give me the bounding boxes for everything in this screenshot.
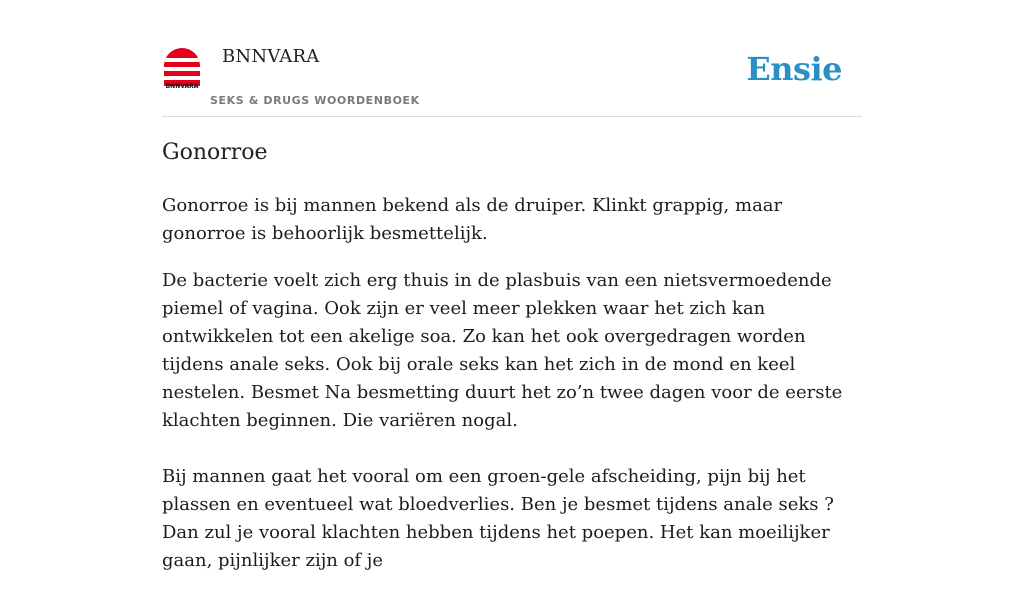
definition-paragraph: Bij mannen gaat het vooral om een groen-gele afscheiding, pijn bij het plassen en eventueel wat bloedverlies. Ben je besmet tijdens anale seks ? Dan zul je vooral klachten hebben tijdens het poepen. Het kan moeilijker gaan, pijnlijker zijn of je bbox=[162, 466, 834, 571]
dictionary-name[interactable]: SEKS & DRUGS WOORDENBOEK bbox=[210, 94, 420, 107]
logo-wordmark: BNNVARA bbox=[165, 83, 199, 90]
bnnvara-logo-icon[interactable] bbox=[162, 46, 202, 90]
page bbox=[162, 0, 862, 571]
page-title: Gonorroe bbox=[162, 140, 268, 165]
definition-paragraph: Gonorroe is bij mannen bekend als de druiper. Klinkt grappig, maar gonorroe is behoorlijk besmettelijk. bbox=[162, 195, 783, 244]
brand-name[interactable]: BNNVARA bbox=[222, 46, 320, 67]
definition-paragraph: De bacterie voelt zich erg thuis in de plasbuis van een nietsvermoedende piemel of vagina. Ook zijn er veel meer plekken waar het zich kan ontwikkelen tot een akelige soa. Zo kan het ook overgedragen worden tijdens anale seks. Ook bij orale seks kan het zich in de mond en keel nestelen. Besmet Na besmetting duurt het zo’n twee dagen voor de eerste klachten beginnen. Die variëren nogal. bbox=[162, 270, 843, 431]
header bbox=[162, 0, 862, 117]
site-logo[interactable]: Ensie bbox=[746, 50, 842, 88]
definition-body bbox=[162, 192, 862, 594]
